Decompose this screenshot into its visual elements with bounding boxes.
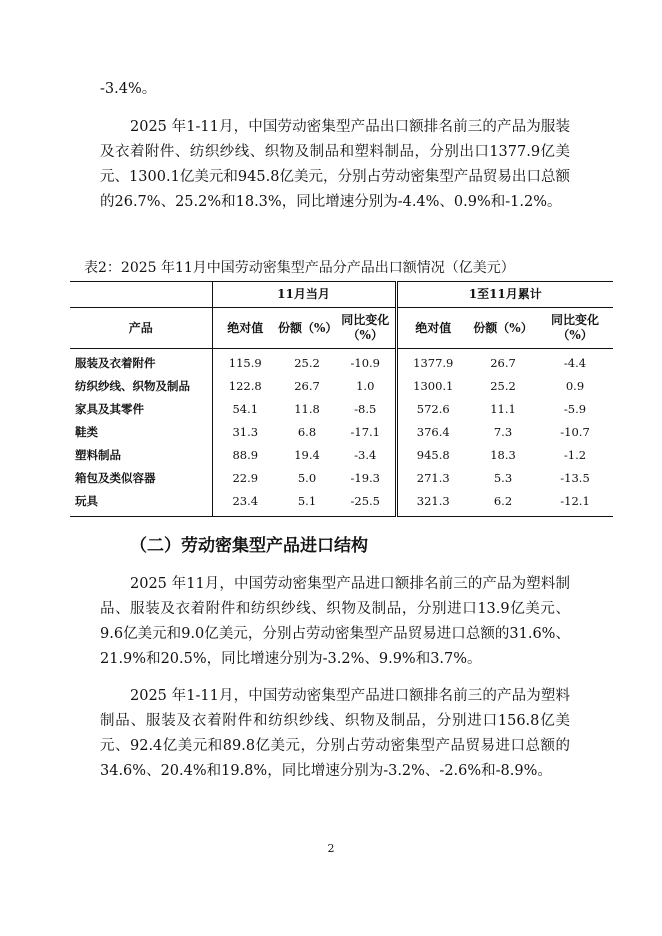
cell-cum-share: 18.3 [490,448,516,462]
export-table [70,281,613,517]
paragraph-import-ytd: 2025 年1-11月，中国劳动密集型产品进口额排名前三的产品为塑料制品、服装及衣着附件和纺织纱线、织物及制品，分别进口156.8亿美元、92.4亿美元和89.8亿美元，分别占劳动密集型产品贸易进口总额的34.6%、20.4%和19.8%，同比增速分别为-3.2%、-2.6%和-8.9%。 [100,688,570,779]
cell-month-yoy: 1.0 [356,379,375,393]
table-row [70,421,613,444]
header-month-yoy: 同比变化（%） [336,308,396,349]
cell-cum-abs: 376.4 [396,421,469,444]
page-number: 2 [327,842,335,855]
cell-cum-abs: 1377.9 [396,349,469,376]
cell-cum-yoy: -5.9 [563,402,587,416]
row-name: 鞋类 [75,425,98,439]
header-blank [70,282,212,308]
cell-cum-share: 5.3 [493,471,513,485]
table-row [70,467,613,490]
cell-cum-yoy: -1.2 [563,448,587,462]
row-name: 服装及衣着附件 [75,356,156,370]
cell-month-share: 25.2 [294,356,320,370]
row-name: 箱包及类似容器 [75,471,156,485]
cell-cum-abs: 572.6 [396,398,469,421]
cell-month-abs: 23.4 [212,490,278,517]
row-name: 纺织纱线、织物及制品 [75,379,190,393]
header-group-month: 11月当月 [212,282,396,308]
header-group-cumulative: 1至11月累计 [396,282,613,308]
table-row [70,398,613,421]
header-cum-abs: 绝对值 [396,308,469,349]
cell-cum-yoy: -10.7 [560,425,590,439]
paragraph-import-month: 2025 年11月，中国劳动密集型产品进口额排名前三的产品为塑料制品、服装及衣着附件和纺织纱线、织物及制品，分别进口13.9亿美元、9.6亿美元和9.0亿美元，分别占劳动密集型产品贸易进口总额的31.6%、21.9%和20.5%，同比增速分别为-3.2%、9.9%和3.7%。 [100,576,570,667]
cell-month-yoy: -10.9 [350,356,380,370]
paragraph-export-ytd: 2025 年1-11月，中国劳动密集型产品出口额排名前三的产品为服装及衣着附件、纺织纱线、织物及制品和塑料制品，分别出口1377.9亿美元、1300.1亿美元和945.8亿美元，分别占劳动密集型产品贸易出口总额的26.7%、25.2%和18.3%，同比增速分别为-4.4%、0.9%和-1.2%。 [100,119,570,210]
table-row [70,444,613,467]
cell-month-yoy: -8.5 [354,402,377,416]
cell-month-share: 19.4 [294,448,320,462]
cell-cum-share: 26.7 [490,356,516,370]
paragraph-continuation: -3.4%。 [100,81,157,97]
cell-cum-share: 11.1 [490,402,516,416]
table-row [70,375,613,398]
header-cum-yoy: 同比变化（%） [537,308,613,349]
cell-month-yoy: -25.5 [336,490,396,517]
cell-month-abs: 22.9 [212,467,278,490]
row-name: 塑料制品 [75,448,121,462]
row-name: 家具及其零件 [75,402,144,416]
cell-cum-share: 7.3 [493,425,513,439]
cell-month-share: 5.1 [278,490,336,517]
header-cum-share: 份额（%） [469,308,537,349]
row-name: 玩具 [70,490,212,517]
cell-cum-abs: 1300.1 [396,375,469,398]
cell-month-share: 26.7 [294,379,320,393]
cell-cum-share: 6.2 [469,490,537,517]
cell-cum-abs: 271.3 [396,467,469,490]
header-product: 产品 [70,308,212,349]
section-heading: （二）劳动密集型产品进口结构 [130,536,368,556]
table-row [70,349,613,376]
cell-month-abs: 88.9 [212,444,278,467]
cell-month-share: 5.0 [297,471,317,485]
cell-cum-yoy: -13.5 [560,471,590,485]
cell-cum-yoy: -12.1 [537,490,613,517]
table-caption: 表2：2025 年11月中国劳动密集型产品分产品出口额情况（亿美元） [84,260,515,276]
cell-cum-abs: 945.8 [396,444,469,467]
table-row [70,490,613,517]
cell-month-abs: 54.1 [212,398,278,421]
cell-cum-yoy: -4.4 [563,356,587,370]
cell-month-abs: 115.9 [212,349,278,376]
cell-month-yoy: -17.1 [350,425,380,439]
cell-month-abs: 31.3 [212,421,278,444]
header-month-abs: 绝对值 [212,308,278,349]
cell-cum-share: 25.2 [490,379,516,393]
cell-month-share: 11.8 [294,402,320,416]
header-month-share: 份额（%） [278,308,336,349]
cell-month-yoy: -3.4 [354,448,377,462]
cell-month-abs: 122.8 [212,375,278,398]
cell-cum-abs: 321.3 [396,490,469,517]
cell-cum-yoy: 0.9 [565,379,585,393]
cell-month-yoy: -19.3 [350,471,380,485]
cell-month-share: 6.8 [297,425,317,439]
